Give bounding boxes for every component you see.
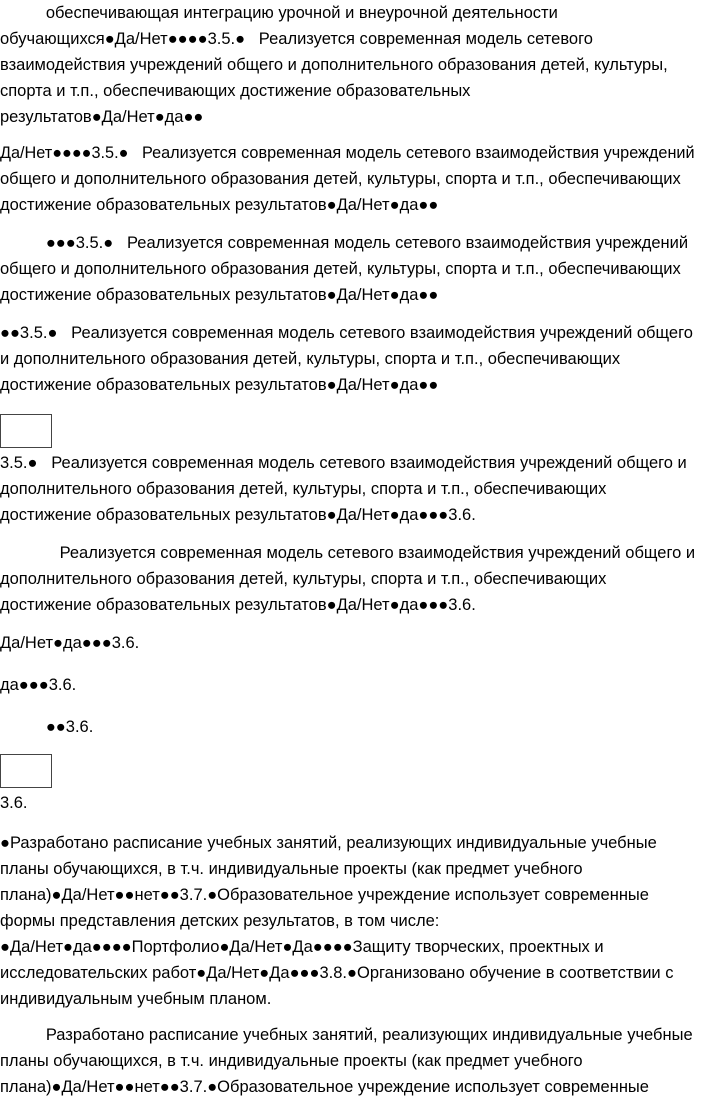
text-line: да●●●3.6. [0, 676, 77, 694]
text-line: плана)●Да/Нет●●нет●●3.7.●Образовательное учреждение использует современные [0, 886, 649, 904]
text-line: индивидуальным учебным планом. [0, 990, 272, 1008]
text-line: ●●3.5.● Реализуется современная модель сетевого взаимодействия учреждений общего [0, 324, 693, 342]
paragraph-9 [0, 714, 700, 740]
text-line: и дополнительного образования детей, культуры, спорта и т.п., обеспечивающих [0, 350, 621, 368]
text-line: результатов●Да/Нет●да●● [0, 108, 204, 126]
text-line: 3.5.● Реализуется современная модель сетевого взаимодействия учреждений общего и [0, 454, 687, 472]
text-line: ●Разработано расписание учебных занятий, реализующих индивидуальные учебные [0, 834, 657, 852]
text-line: достижение образовательных результатов●Да/Нет●да●● [0, 196, 439, 214]
text-line: дополнительного образования детей, культуры, спорта и т.п., обеспечивающих [0, 570, 607, 588]
paragraph-2 [0, 140, 700, 218]
text-line: дополнительного образования детей, культуры, спорта и т.п., обеспечивающих [0, 480, 607, 498]
text-line: Реализуется современная модель сетевого взаимодействия учреждений общего и [0, 544, 696, 562]
text-line: ●Да/Нет●да●●●●Портфолио●Да/Нет●Да●●●●Защиту творческих, проектных и [0, 938, 604, 956]
paragraph-11 [0, 830, 700, 1012]
text-line: плана)●Да/Нет●●нет●●3.7.●Образовательное учреждение использует современные [0, 1078, 649, 1096]
text-line: планы обучающихся, в т.ч. индивидуальные проекты (как предмет учебного [0, 860, 583, 878]
text-line: взаимодействия учреждений общего и дополнительного образования детей, культуры, [0, 56, 668, 74]
paragraph-1 [0, 0, 700, 130]
paragraph-6 [0, 540, 700, 618]
paragraph-7 [0, 630, 700, 656]
text-line: Да/Нет●да●●●3.6. [0, 634, 140, 652]
text-line: общего и дополнительного образования детей, культуры, спорта и т.п., обеспечивающих [0, 260, 681, 278]
text-line: обучающихся●Да/Нет●●●●3.5.● Реализуется современная модель сетевого [0, 30, 593, 48]
text-line: достижение образовательных результатов●Да/Нет●да●●●3.6. [0, 596, 476, 614]
paragraph-10 [0, 790, 700, 816]
text-line: Да/Нет●●●●3.5.● Реализуется современная модель сетевого взаимодействия учреждений [0, 144, 695, 162]
text-line: планы обучающихся, в т.ч. индивидуальные проекты (как предмет учебного [0, 1052, 583, 1070]
text-line: ●●●3.5.● Реализуется современная модель сетевого взаимодействия учреждений [0, 234, 689, 252]
paragraph-8 [0, 672, 700, 698]
empty-frame-box [0, 754, 52, 788]
text-line: ●●3.6. [0, 718, 94, 736]
text-line: достижение образовательных результатов●Да/Нет●да●● [0, 376, 439, 394]
paragraph-5 [0, 450, 700, 528]
paragraph-3 [0, 230, 700, 308]
text-line: исследовательских работ●Да/Нет●Да●●●3.8.●Организовано обучение в соответствии с [0, 964, 674, 982]
text-line: Разработано расписание учебных занятий, реализующих индивидуальные учебные [0, 1026, 693, 1044]
paragraph-12 [0, 1022, 700, 1100]
text-line: достижение образовательных результатов●Да/Нет●да●●●3.6. [0, 506, 476, 524]
text-line: общего и дополнительного образования детей, культуры, спорта и т.п., обеспечивающих [0, 170, 681, 188]
text-line: формы представления детских результатов, в том числе: [0, 912, 440, 930]
text-line: достижение образовательных результатов●Да/Нет●да●● [0, 286, 439, 304]
empty-frame-box [0, 414, 52, 448]
text-line: спорта и т.п., обеспечивающих достижение образовательных [0, 82, 471, 100]
text-line: обеспечивающая интеграцию урочной и внеурочной деятельности [0, 4, 558, 22]
text-line: 3.6. [0, 794, 28, 812]
paragraph-4 [0, 320, 700, 398]
